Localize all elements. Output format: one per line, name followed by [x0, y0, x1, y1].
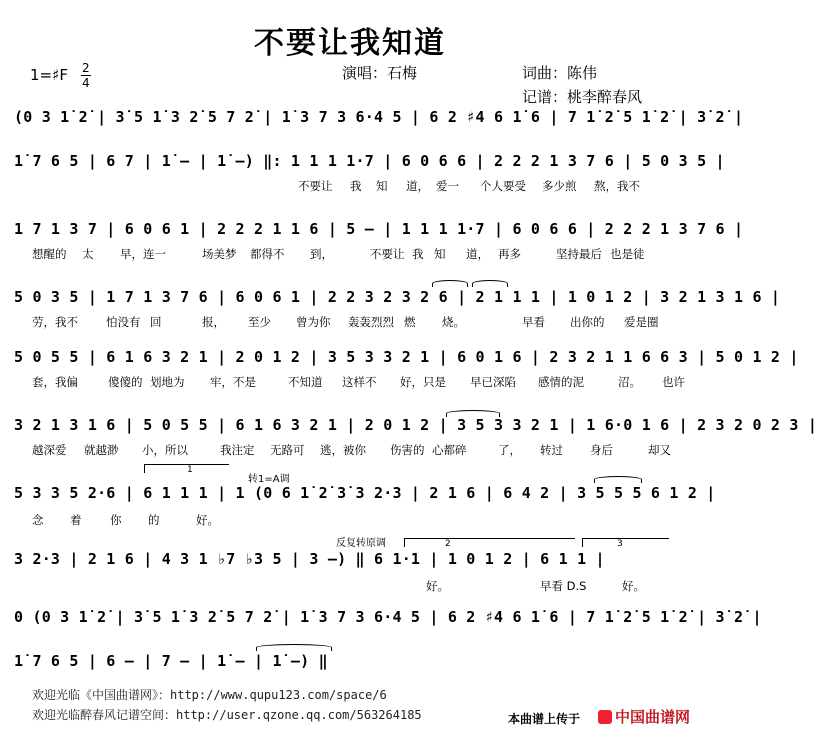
lyric-word: 不知道 [288, 375, 323, 389]
slur [446, 410, 500, 417]
lyric-word: 坚持最后 [556, 247, 602, 261]
lyric-word: 早看 [522, 315, 545, 329]
lyric-word: 烧。 [442, 315, 465, 329]
lyric-word: 燃 [404, 315, 416, 329]
lyric-word: 就越渺 [84, 443, 119, 457]
singer: 演唱：石梅 [342, 64, 418, 82]
music-line-3: 1 7 1 3 7 | 6 0 6 1 | 2 2 2 1 1 6 | 5 — | 1 1 1 1·7 | 6 0 6 6 | 2 2 2 1 3 7 6 | [14, 220, 744, 238]
music-line-6: 3 2 1 3 1 6 | 5 0 5 5 | 6 1 6 3 2 1 | 2 0 1 2 | 3 5 3 3 2 1 | 1 6·0 1 6 | 2 3 2 0 2 3 | [14, 416, 817, 434]
volta-bracket-3 [582, 538, 669, 547]
lyric-word: 越深爱 [32, 443, 67, 457]
volta-bracket-1 [144, 464, 229, 473]
lyric-word: 你 [110, 513, 122, 527]
lyric-word: 逃，被你 [320, 443, 366, 457]
lyric-word: 轰轰烈烈 [348, 315, 394, 329]
logo-text: 中国曲谱网 [615, 708, 691, 726]
time-bottom: 4 [81, 76, 90, 90]
lyric-word: 牢，不是 [210, 375, 256, 389]
lyric-line-5 [14, 442, 686, 458]
music-line-9: 0 (0 3 1̇ 2̇ | 3̇ 5 1̇ 3 2̇ 5 7 2̇ | 1̇ 3 7 3 6·4 5 | 6 2 ♯4 6 1̇ 6 | 7 1̇ 2̇ 5 1̇ 2̇ | 3̇ 2̇ | [14, 608, 762, 626]
lyric-word: 至少 [248, 315, 271, 329]
lyric-word: 太 [82, 247, 94, 261]
volta-3-label: 3 [617, 539, 623, 549]
lyric-word: 转过 [540, 443, 563, 457]
lyric-word: 熬，我不 [594, 179, 640, 193]
lyric-word: 多少煎 [542, 179, 577, 193]
lyric-word: 好。 [622, 579, 645, 593]
lyric-word: 到， [310, 247, 333, 261]
music-line-5: 5 0 5 5 | 6 1 6 3 2 1 | 2 0 1 2 | 3 5 3 3 2 1 | 6 0 1 6 | 2 3 2 1 1 6 6 3 | 5 0 1 2 | [14, 348, 799, 366]
lyric-word: 沼。 [618, 375, 641, 389]
lyric-line-6 [14, 512, 686, 528]
lyric-line-2 [14, 246, 686, 262]
lyric-word: 的 [148, 513, 160, 527]
lyric-word: 小，所以 [142, 443, 188, 457]
lyric-word: 了， [498, 443, 521, 457]
key-signature [30, 62, 91, 89]
volta-1-label: 1 [187, 465, 193, 475]
lyric-word: 回 [150, 315, 162, 329]
lyric-word: 想醒的 [32, 247, 67, 261]
volta-bracket-2 [404, 538, 575, 547]
lyric-word: 出你的 [570, 315, 605, 329]
lyric-word: 爱是圈 [624, 315, 659, 329]
lyric-word: 不要让 [298, 179, 333, 193]
lyric-word: 早看 D.S [540, 579, 587, 593]
lyric-word: 伤害的 [390, 443, 425, 457]
slur [432, 280, 468, 287]
lyric-word: 知 [376, 179, 388, 193]
music-line-4: 5 0 3 5 | 1 7 1 3 7 6 | 6 0 6 1 | 2 2 3 2 3 2 6 | 2 1 1 1 | 1 0 1 2 | 3 2 1 3 1 6 | [14, 288, 781, 306]
lyric-line-3 [14, 314, 686, 330]
time-top: 2 [81, 61, 90, 75]
footer-link-2[interactable]: 欢迎光临醉春风记谱空间：http://user.qzone.qq.com/563264185 [32, 708, 422, 722]
lyric-word: 好。 [426, 579, 449, 593]
lyric-line-4 [14, 374, 686, 390]
music-line-2: 1̇ 7 6 5 | 6 7 | 1̇ — | 1̇ —) ‖: 1 1 1 1·7 | 6 0 6 6 | 2 2 2 1 3 7 6 | 5 0 3 5 | [14, 152, 725, 170]
lyric-word: 都得不 [250, 247, 285, 261]
music-line-7: 5 3 3 5 2·6 | 6 1 1 1 | 1 (0 6 1̇ 2̇ 3̇ 3 2·3 | 2 1 6 | 6 4 2 | 3 5 5 5 6 1 2 | [14, 484, 716, 502]
lyric-word: 报， [202, 315, 225, 329]
lyric-word: 怕没有 [106, 315, 141, 329]
song-title: 不要让我知道 [254, 26, 446, 61]
site-logo [598, 706, 690, 727]
lyric-word: 套，我偏 [32, 375, 78, 389]
music-line-1: (0 3 1̇ 2̇ | 3̇ 5 1̇ 3 2̇ 5 7 2̇ | 1̇ 3 7 3 6·4 5 | 6 2 ♯4 6 1̇ 6 | 7 1̇ 2̇ 5 1̇ 2̇ | 3̇ 2̇ | [14, 108, 744, 126]
lyric-word: 念 [32, 513, 44, 527]
lyric-word: 知 [434, 247, 446, 261]
lyric-line-1 [14, 178, 686, 194]
lyric-word: 心都碎 [432, 443, 467, 457]
lyric-word: 也是徒 [610, 247, 645, 261]
volta-2-label: 2 [445, 539, 451, 549]
lyric-word: 这样不 [342, 375, 377, 389]
transcriber: 记谱：桃李醉春风 [522, 88, 643, 106]
lyric-word: 身后 [590, 443, 613, 457]
lyric-word: 好，只是 [400, 375, 446, 389]
lyric-line-7 [14, 578, 686, 594]
key-label: 1=♯F [30, 66, 68, 84]
lyric-word: 场美梦 [202, 247, 237, 261]
lyric-word: 不要让 [370, 247, 405, 261]
lyric-word: 道， [466, 247, 489, 261]
lyric-word: 劳，我不 [32, 315, 78, 329]
upload-note: 本曲谱上传于 [508, 712, 581, 726]
footer-link-1[interactable]: 欢迎光临《中国曲谱网》：http://www.qupu123.com/space/6 [32, 688, 387, 702]
lyric-word: 早，连一 [120, 247, 166, 261]
lyric-word: 划地为 [150, 375, 185, 389]
lyric-word: 我 [412, 247, 424, 261]
music-line-8: 3 2·3 | 2 1 6 | 4 3 1 ♭7 ♭3 5 | 3 —) ‖ 6 1·1 | 1 0 1 2 | 6 1 1 | [14, 550, 605, 568]
logo-icon [598, 710, 612, 724]
repeat-annotation: 反复转原调 [336, 538, 386, 549]
modulate-annotation: 转1=A调 [248, 474, 290, 485]
slur [472, 280, 508, 287]
lyric-word: 却又 [648, 443, 671, 457]
lyric-word: 感情的泥 [538, 375, 584, 389]
lyric-word: 着 [70, 513, 82, 527]
lyric-word: 再多 [498, 247, 521, 261]
lyric-word: 好。 [196, 513, 219, 527]
lyric-word: 我 [350, 179, 362, 193]
composer: 词曲：陈伟 [522, 64, 598, 82]
lyric-word: 道， [406, 179, 429, 193]
lyric-word: 无路可 [270, 443, 305, 457]
lyric-word: 爱一 [436, 179, 459, 193]
slur [256, 644, 332, 651]
lyric-word: 傻傻的 [108, 375, 143, 389]
lyric-word: 也许 [662, 375, 685, 389]
lyric-word: 我注定 [220, 443, 255, 457]
time-signature [81, 62, 91, 89]
lyric-word: 个人要受 [480, 179, 526, 193]
lyric-word: 曾为你 [296, 315, 331, 329]
lyric-word: 早已深陷 [470, 375, 516, 389]
slur [594, 476, 642, 483]
music-line-10: 1̇ 7 6 5 | 6 — | 7 — | 1̇ — | 1̇ —) ‖ [14, 652, 328, 670]
